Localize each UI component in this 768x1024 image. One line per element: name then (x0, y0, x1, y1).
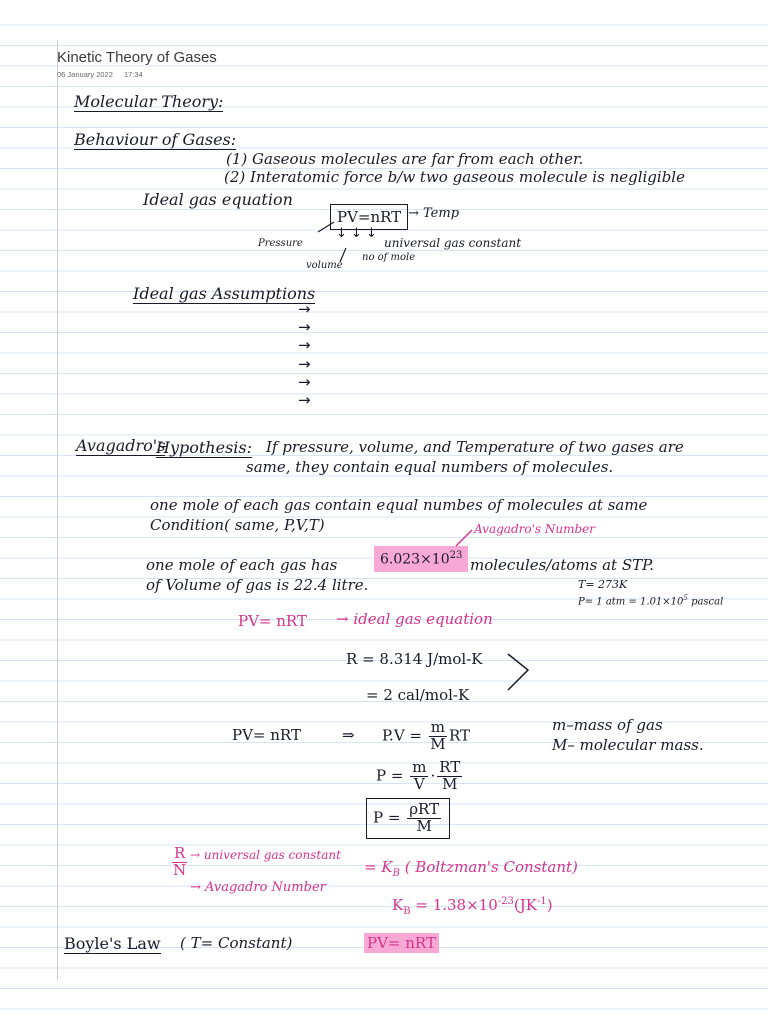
down-arrows: ↓ ↓ ↓ (336, 226, 377, 241)
n-avagadro-annotation: → Avagadro Number (190, 880, 326, 895)
page-time: 17:34 (124, 70, 143, 79)
arrow-icon: → (298, 318, 311, 337)
page-date: 06 January 2022 (57, 70, 113, 79)
boltzmann-line: = $K_B$ ( Boltzman's Constant) (364, 858, 578, 879)
pv-nrt-2: PV= nRT (232, 726, 301, 744)
pointer-line (318, 222, 334, 232)
mole-line-2: Condition( same, P,V,T) (150, 516, 325, 534)
mole-line-3-a: one mole of each gas has (146, 556, 338, 574)
heading-ideal-gas-assumptions: Ideal gas Assumptions (133, 284, 316, 303)
avagadro-line-2: same, they contain equal numbers of molecules. (246, 458, 614, 476)
arrow-icon: → (298, 336, 311, 355)
avagadro-number-annotation: Avagadro's Number (474, 522, 595, 536)
kb-value-line: $K_B = 1.38\times 10^{-23}(JK^{-1})$ (392, 896, 553, 917)
heading-avagadro: Avagadro's (76, 436, 166, 455)
fraction-r-over-n: $\frac{R}{N}$ (173, 844, 187, 879)
r-value-joule: R = 8.314 J/mol-K (346, 650, 483, 668)
mole-line-3-b: molecules/atoms at STP. (470, 556, 654, 574)
pointer-line (340, 248, 346, 262)
fraction-m-over-v: $\frac{m}{V}$ (412, 758, 427, 793)
pv-nrt-pink: PV= nRT (238, 612, 307, 630)
avagadro-line-1: If pressure, volume, and Temperature of two gases are (266, 438, 684, 456)
pv-m-over-M: P.V = $\frac{m}{M}$ RT (382, 718, 471, 753)
heading-hypothesis: Hypothesis: (156, 438, 252, 457)
heading-behaviour-of-gases: Behaviour of Gases: (74, 130, 237, 149)
avagadro-number: 6.023×10 (380, 551, 450, 568)
volume-label: volume (306, 260, 343, 271)
point-2: (2) Interatomic force b/w two gaseous molecule is negligible (224, 168, 685, 186)
universal-gas-constant-label: universal gas constant (384, 236, 522, 250)
no-of-moles-label: no of mole (362, 252, 416, 263)
pv-nrt-3: PV= nRT (364, 934, 439, 952)
temp-label: → Temp (408, 206, 460, 221)
arrow-icon (456, 530, 472, 546)
pv-nrt-box: PV=nRT (330, 204, 408, 230)
ideal-gas-equation-label: Ideal gas equation (143, 190, 293, 209)
fraction-m-over-M: $\frac{m}{M}$ (430, 718, 446, 753)
stp-pressure: P= 1 atm = $1.01\times 10^5$ pascal (578, 594, 724, 608)
avagadro-exponent: 23 (449, 550, 463, 561)
arrow-icon: → (298, 391, 311, 410)
arrow-icon: → (298, 354, 311, 373)
boyles-law-heading: Boyle's Law (64, 934, 161, 953)
arrow-icon: → (298, 300, 311, 318)
M-definition: M– molecular mass. (552, 736, 704, 754)
heading-molecular-theory: Molecular Theory: (74, 92, 224, 111)
arrow-icon: → (298, 372, 311, 391)
r-universal-annotation: → universal gas constant (190, 848, 341, 862)
boyles-condition: ( T= Constant) (180, 934, 293, 952)
stp-temperature: T= 273K (578, 578, 628, 591)
page-title: Kinetic Theory of Gases (57, 49, 217, 66)
brace-icon (508, 654, 528, 690)
fraction-rt-over-m: $\frac{RT}{M}$ (439, 758, 461, 793)
mole-line-1: one mole of each gas contain equal numbes of molecules at same (150, 496, 648, 514)
fraction-rho-rt-over-m: $\frac{\text{ρRT}}{M}$ (409, 800, 440, 835)
boxed-density-equation: P = $\frac{\text{ρRT}}{M}$ (366, 798, 450, 839)
m-definition: m–mass of gas (552, 716, 663, 734)
r-value-cal: = 2 cal/mol-K (366, 686, 470, 704)
implies-icon: ⇒ (342, 726, 355, 744)
p-equals-m-over-v: P = $\frac{m}{V}$ · $\frac{RT}{M}$ (376, 758, 461, 793)
ideal-gas-equation-pink: → ideal gas equation (336, 610, 493, 628)
pressure-label: Pressure (258, 238, 303, 249)
mole-line-4: of Volume of gas is 22.4 litre. (146, 576, 369, 594)
point-1: (1) Gaseous molecules are far from each other. (226, 150, 584, 168)
